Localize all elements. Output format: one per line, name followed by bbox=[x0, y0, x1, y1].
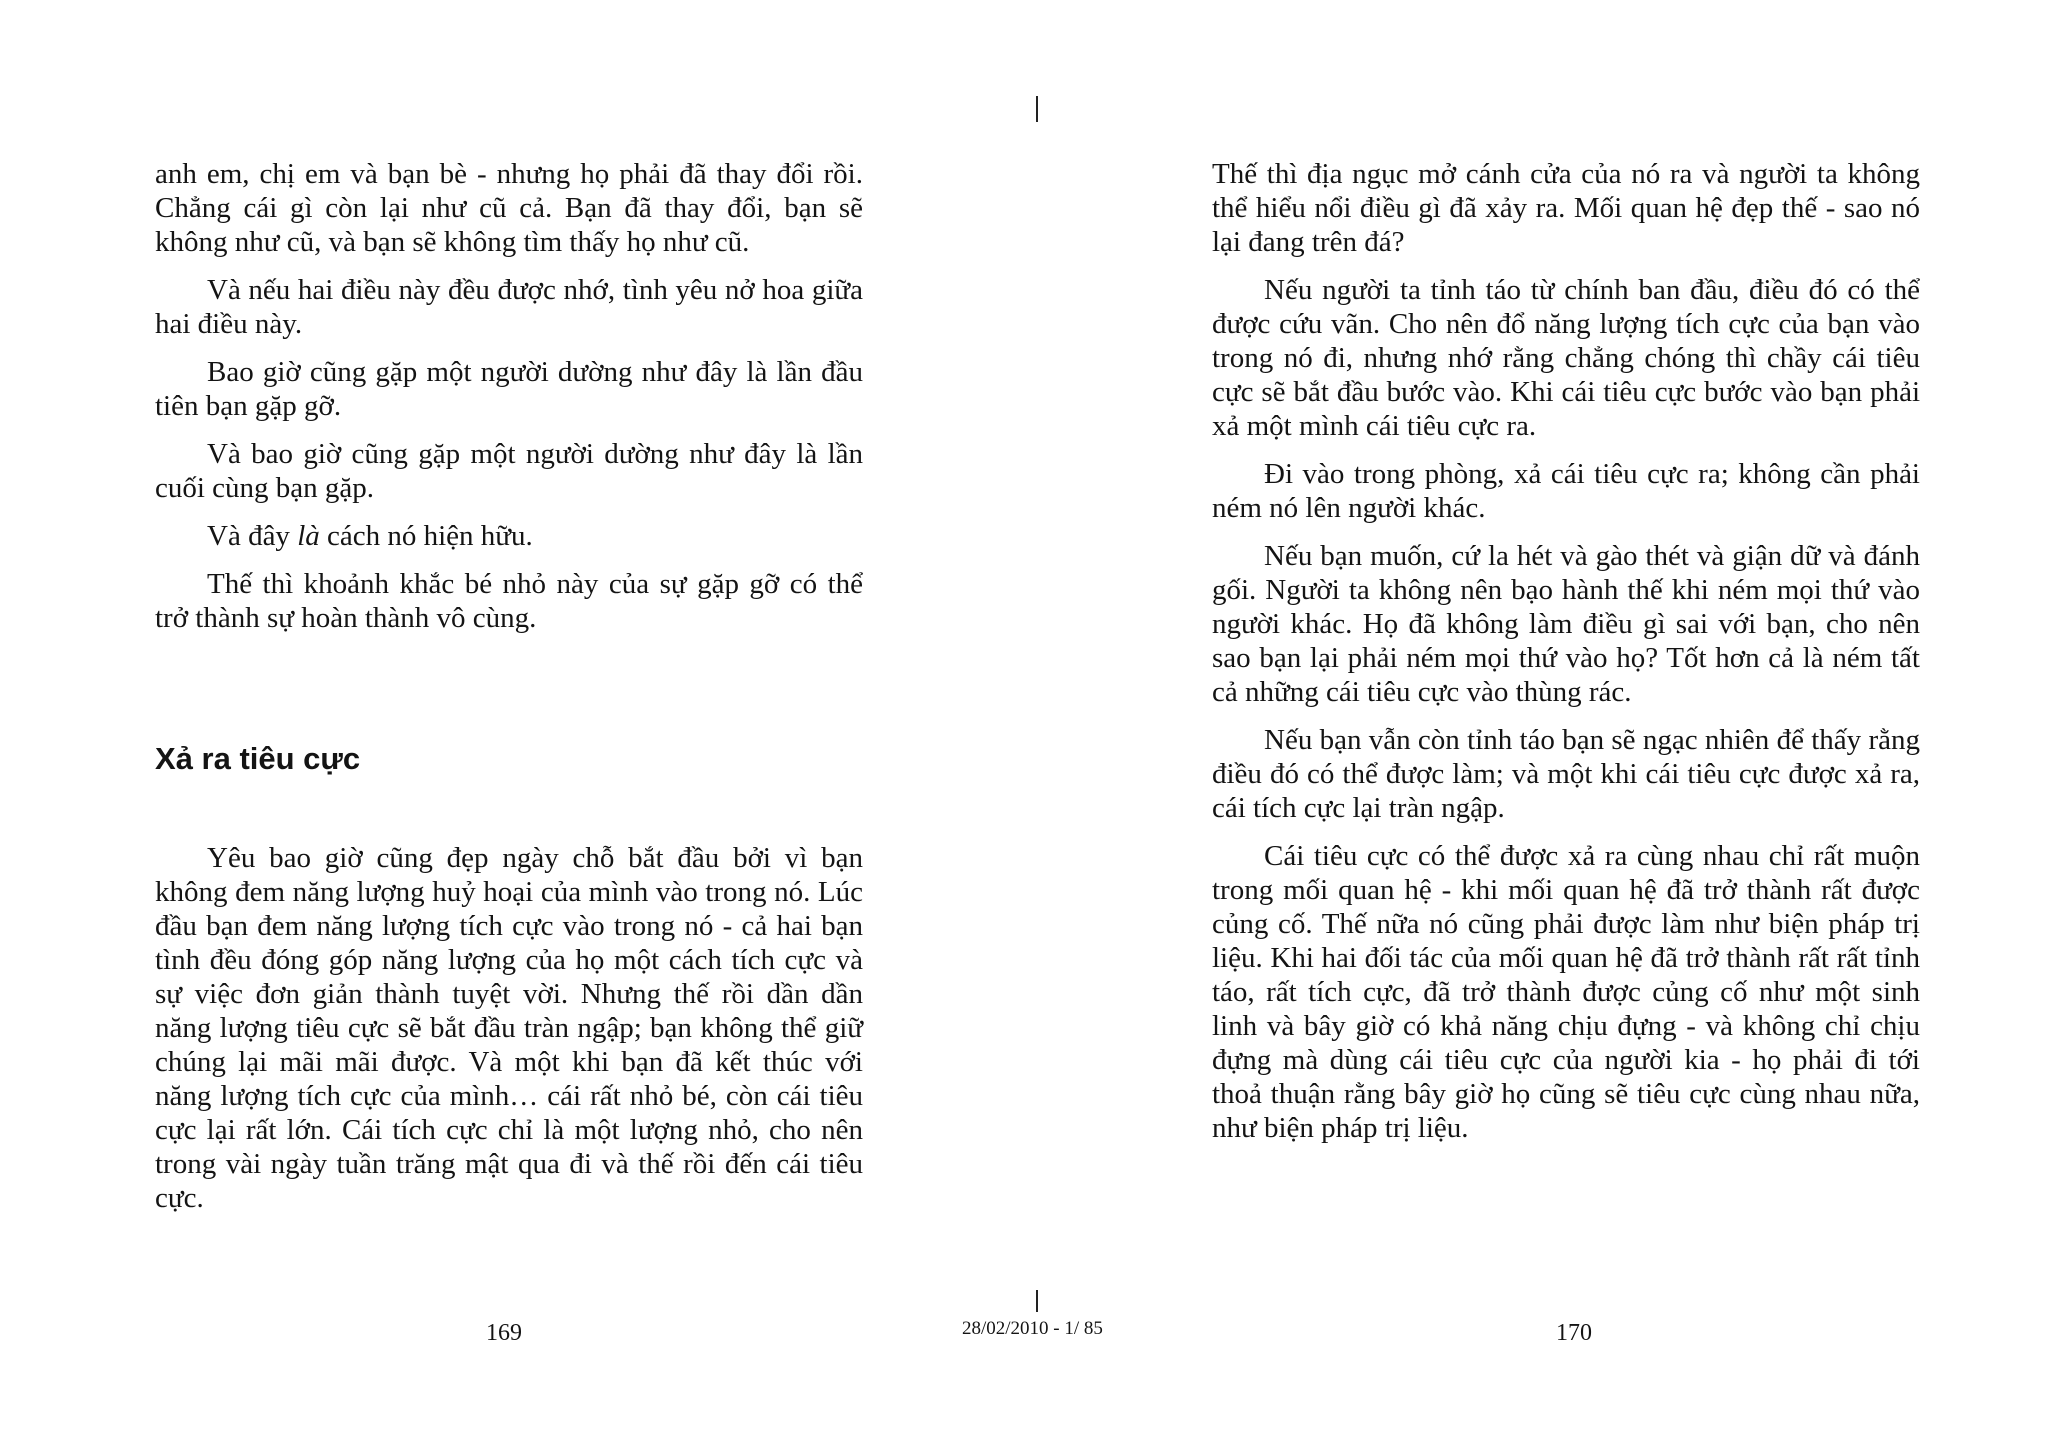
center-fold-mark-top bbox=[1036, 96, 1038, 122]
paragraph: Đi vào trong phòng, xả cái tiêu cực ra; không cần phải ném nó lên người khác. bbox=[1212, 458, 1920, 524]
emph-after: cách nó hiện hữu. bbox=[319, 520, 533, 552]
paragraph: Thế thì địa ngục mở cánh cửa của nó ra và người ta không thể hiểu nổi điều gì đã xảy ra. Mối quan hệ đẹp thế - sao nó lại đang trên đá? bbox=[1212, 158, 1920, 258]
emph-before: Và đây bbox=[207, 520, 298, 552]
footer-date: 28/02/2010 - 1/ 85 bbox=[962, 1318, 1103, 1339]
paragraph-emphasis bbox=[155, 519, 863, 553]
section-heading: Xả ra tiêu cực bbox=[155, 741, 361, 776]
page-number-right: 170 bbox=[1556, 1320, 1592, 1346]
paragraph: Và nếu hai điều này đều được nhớ, tình yêu nở hoa giữa hai điều này. bbox=[155, 274, 863, 340]
paragraph: Cái tiêu cực có thể được xả ra cùng nhau chỉ rất muộn trong mối quan hệ - khi mối quan hệ đã trở thành rất được củng cố. Thế nữa nó cũng phải được làm như biện pháp trị liệu. Khi hai đối tác của mối quan hệ đã trở thành rất rất tỉnh táo, rất tích cực, đã trở thành được củng cố như một sinh linh và bây giờ có khả năng chịu đựng - và không chỉ chịu đựng mà dùng cái tiêu cực của người kia - họ phải đi tới thoả thuận rằng bây giờ họ cũng sẽ tiêu cực cùng nhau nữa, như biện pháp trị liệu. bbox=[1212, 840, 1920, 1144]
right-page-text bbox=[1212, 157, 1920, 1159]
page-number-left: 169 bbox=[486, 1320, 522, 1346]
left-page-text bbox=[155, 157, 863, 1229]
paragraph: Nếu bạn muốn, cứ la hét và gào thét và giận dữ và đánh gối. Người ta không nên bạo hành thế khi ném mọi thứ vào người khác. Họ đã không làm điều gì sai với bạn, cho nên sao bạn lại phải ném mọi thứ vào họ? Tốt hơn cả là ném tất cả những cái tiêu cực vào thùng rác. bbox=[1212, 540, 1920, 708]
paragraph: Bao giờ cũng gặp một người dường như đây là lần đầu tiên bạn gặp gỡ. bbox=[155, 356, 863, 422]
emph-word: là bbox=[297, 520, 320, 552]
paragraph: anh em, chị em và bạn bè - nhưng họ phải đã thay đổi rồi. Chẳng cái gì còn lại như cũ cả. Bạn đã thay đổi, bạn sẽ không như cũ, và bạn sẽ không tìm thấy họ như cũ. bbox=[155, 158, 863, 258]
paragraph: Thế thì khoảnh khắc bé nhỏ này của sự gặp gỡ có thể trở thành sự hoàn thành vô cùng. bbox=[155, 568, 863, 634]
center-fold-mark-bottom bbox=[1036, 1290, 1038, 1312]
section-paragraph: Yêu bao giờ cũng đẹp ngày chỗ bắt đầu bởi vì bạn không đem năng lượng huỷ hoại của mình vào trong nó. Lúc đầu bạn đem năng lượng tích cực vào trong nó - cả hai bạn tình đều đóng góp năng lượng của họ một cách tích cực và sự việc đơn giản thành tuyệt vời. Nhưng thế rồi dần dần năng lượng tiêu cực sẽ bắt đầu tràn ngập; bạn không thể giữ chúng lại mãi mãi được. Và một khi bạn đã kết thúc với năng lượng tích cực của mình… cái rất nhỏ bé, còn cái tiêu cực lại rất lớn. Cái tích cực chỉ là một lượng nhỏ, cho nên trong vài ngày tuần trăng mật qua đi và thế rồi đến cái tiêu cực. bbox=[155, 842, 863, 1214]
paragraph: Nếu bạn vẫn còn tỉnh táo bạn sẽ ngạc nhiên để thấy rằng điều đó có thể được làm; và một khi cái tiêu cực được xả ra, cái tích cực lại tràn ngập. bbox=[1212, 724, 1920, 824]
paragraph: Nếu người ta tỉnh táo từ chính ban đầu, điều đó có thể được cứu vãn. Cho nên đổ năng lượng tích cực của bạn vào trong nó đi, nhưng nhớ rằng chẳng chóng thì chầy cái tiêu cực sẽ bắt đầu bước vào. Khi cái tiêu cực bước vào bạn phải xả một mình cái tiêu cực ra. bbox=[1212, 274, 1920, 442]
paragraph: Và bao giờ cũng gặp một người dường như đây là lần cuối cùng bạn gặp. bbox=[155, 438, 863, 504]
